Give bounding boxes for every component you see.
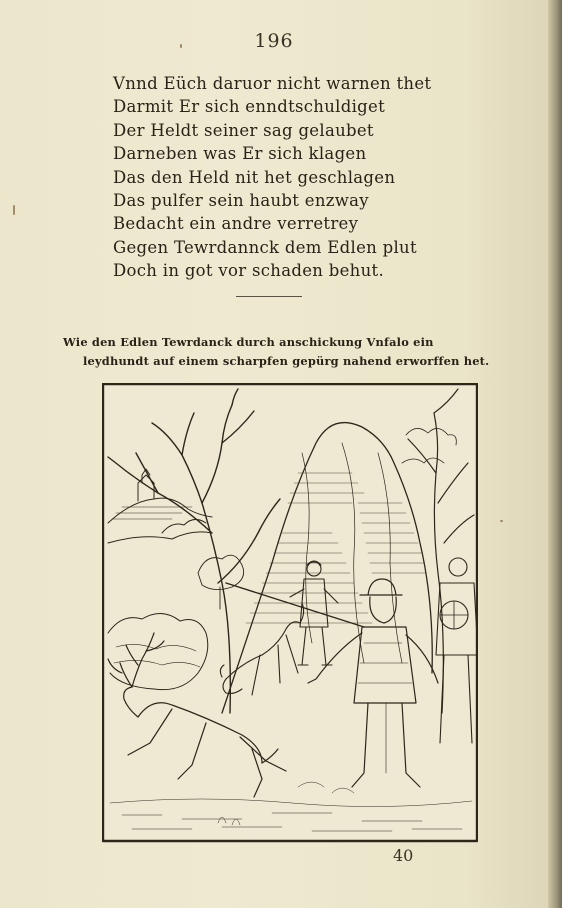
verse-line: Vnnd Eüch daruor nicht warnen thet	[113, 74, 432, 93]
woodcut-illustration	[102, 383, 478, 843]
verse-line: Darneben was Er sich klagen	[113, 144, 367, 164]
caption-line: Wie den Edlen Tewrdanck durch anschickung Vnfalo ein	[63, 335, 434, 349]
verse-block	[113, 72, 453, 283]
verse-line: Bedacht ein andre verretrey	[113, 214, 359, 234]
page-number: 196	[254, 30, 294, 52]
verse-line: Das pulfer sein haubt enzway	[113, 191, 369, 211]
verse-line: Doch in got vor schaden behut.	[113, 261, 385, 281]
book-page-edge	[548, 0, 562, 908]
verse-line: Das den Held nit het geschlagen	[113, 167, 396, 187]
caption-line: leydhundt auf einem scharpfen gepürg nahend erworffen het.	[83, 354, 490, 368]
verse-line: Der Heldt seiner sag gelaubet	[113, 120, 374, 140]
illustration-caption	[63, 333, 525, 371]
verse-line: Gegen Tewrdannck dem Edlen plut	[113, 237, 417, 257]
catchword: 40	[393, 846, 414, 865]
verse-line: Darmit Er sich enndtschuldiget	[113, 97, 386, 117]
section-divider	[236, 296, 302, 297]
